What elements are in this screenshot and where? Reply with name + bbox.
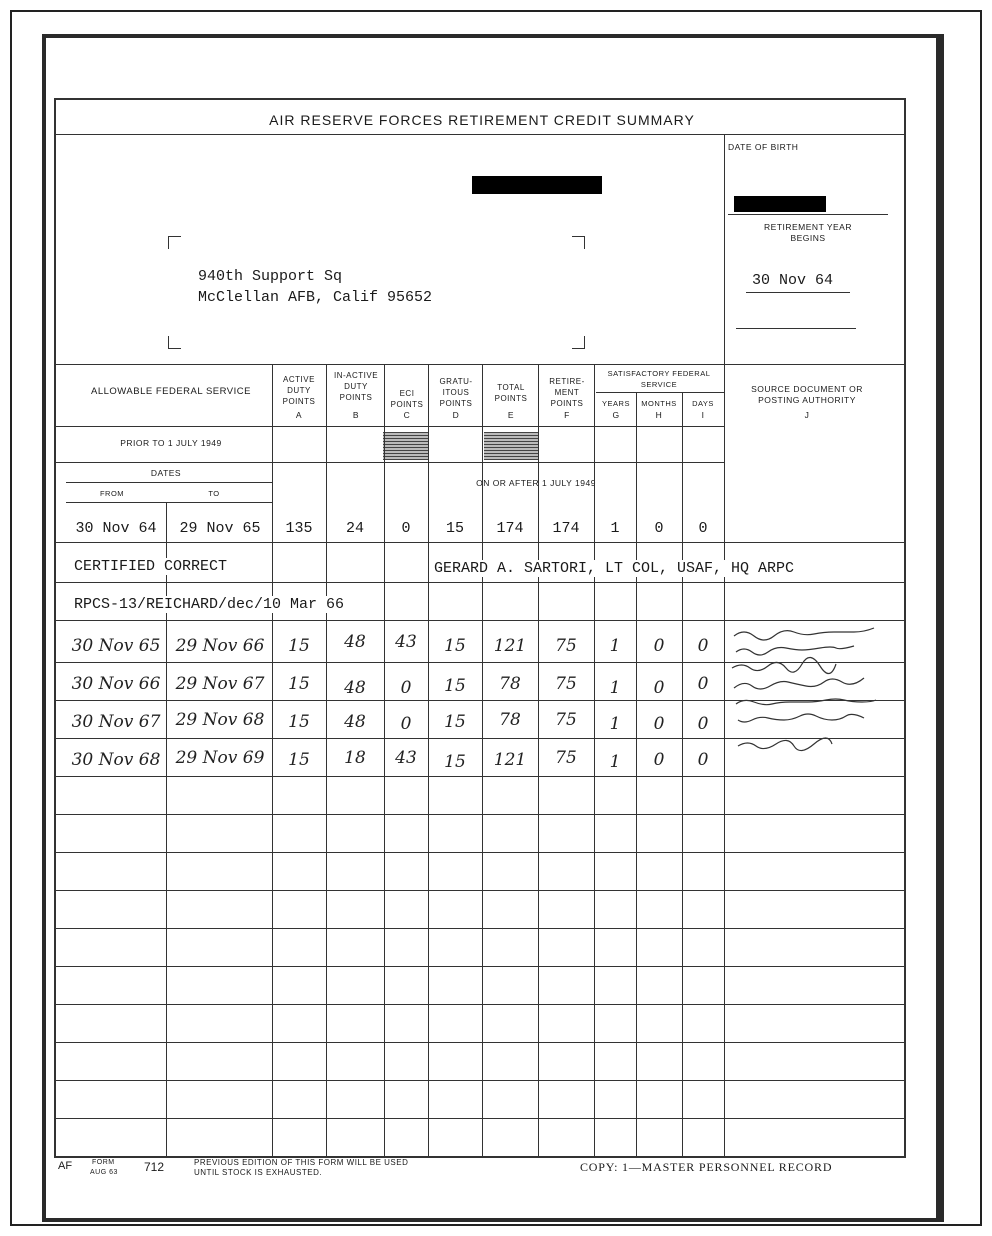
empty-row-rule-8 [56,1080,904,1081]
dob-rule [728,214,888,215]
typed-days: 0 [698,520,708,537]
col-a-letter: A [295,410,303,420]
credit-summary-form [54,98,906,1158]
footer-copy-designation: COPY: 1—MASTER PERSONNEL RECORD [580,1160,833,1174]
hw-row-3-to: 29 Nov 68 [175,710,265,730]
hw-row-4-to: 29 Nov 69 [175,748,265,768]
retirement-year-value: 30 Nov 64 [752,272,834,289]
eci-hatched-cell [383,432,429,460]
hw-row-3-g: 1 [609,714,621,734]
hw-row-1-f: 75 [555,636,577,656]
hw-row-2-f: 75 [555,674,577,694]
hw-row-4-f: 75 [555,748,577,768]
redacted-date-of-birth [734,196,826,212]
satisfactory-rule [596,392,724,393]
retirement-year-rule [746,292,850,293]
hw-row-3-c: 0 [400,714,412,734]
footer-form-label: FORM [92,1159,115,1166]
empty-row-rule-6 [56,1004,904,1005]
hw-row-3-i: 0 [697,714,709,734]
col-g-letter: G [612,410,620,420]
col-d-header: GRATU-ITOUS POINTS [439,377,473,408]
footer-form-number: 712 [144,1160,165,1174]
hw-row-3-f: 75 [555,710,577,730]
col-c-header: ECI POINTS [390,389,424,409]
typed-active-duty: 135 [285,520,313,537]
hw-row-3-h: 0 [653,714,665,734]
empty-row-rule-9 [56,1118,904,1119]
hw-row-2-a: 15 [288,674,310,694]
col-i-header: DAYS [692,399,714,408]
from-label: FROM [99,489,125,498]
dates-bottom-rule [66,502,272,503]
typed-eci: 0 [401,520,411,537]
col-g-header: YEARS [602,399,630,408]
footer-previous-edition: PREVIOUS EDITION OF THIS FORM WILL BE USED UNTIL STOCK IS EXHAUSTED. [194,1158,409,1177]
typed-from: 30 Nov 64 [75,520,157,537]
hw-row-4-d: 15 [444,752,466,772]
hw-row-2-i: 0 [697,674,709,694]
col-f-letter: F [564,410,570,420]
grid-v-source [724,364,725,1158]
hw-row-4-from: 30 Nov 68 [71,750,161,770]
col-b-header: IN-ACTIVE DUTY POINTS [333,371,379,402]
hw-row-2-from: 30 Nov 66 [71,674,161,694]
col-h-header: MONTHS [641,399,677,408]
certified-correct: CERTIFIED CORRECT [74,558,228,575]
col-b-letter: B [352,410,360,420]
col-c-letter: C [403,410,411,420]
hw-row-1-e: 121 [493,636,527,656]
to-label: TO [208,489,220,498]
hw-row-2-to: 29 Nov 67 [175,674,265,694]
empty-row-rule-4 [56,928,904,929]
typed-retirement: 174 [552,520,580,537]
address-bracket-tl [168,236,181,249]
date-of-birth-label: DATE OF BIRTH [728,142,799,152]
retirement-year-label: RETIREMENT YEAR BEGINS [764,222,852,243]
on-or-after-1949-label: ON OR AFTER 1 JULY 1949 [476,478,596,488]
typed-months: 0 [654,520,664,537]
typed-total: 174 [496,520,524,537]
dates-rule [66,482,272,483]
allowable-federal-service-header: ALLOWABLE FEDERAL SERVICE [91,386,251,397]
col-d-letter: D [452,410,460,420]
hw-row-1-i: 0 [697,636,709,656]
satisfactory-service-header: SATISFACTORY FEDERAL SERVICE [607,369,711,389]
title-rule [56,134,904,135]
typed-inactive-duty: 24 [345,520,364,537]
info-box-rule [736,328,856,329]
hw-row-3-b: 48 [344,712,366,732]
row-rule-2 [56,582,904,583]
typed-years: 1 [610,520,620,537]
address-bracket-bl [168,336,181,349]
row-rule-1 [56,542,904,543]
col-i-letter: I [701,410,705,420]
header-rule [56,426,724,427]
hw-row-1-h: 0 [653,636,665,656]
hw-row-1-to: 29 Nov 66 [175,636,265,656]
hw-row-4-e: 121 [493,750,527,770]
table-top-rule [56,364,904,365]
hw-row-1-b: 48 [344,632,366,652]
hw-row-1-c: 43 [395,632,417,652]
hw-row-1-a: 15 [288,636,310,656]
info-box-divider [724,134,725,364]
dates-label: DATES [150,468,182,478]
col-f-header: RETIRE-MENT POINTS [549,377,585,408]
hw-row-2-b: 48 [344,678,366,698]
hw-row-3-a: 15 [288,712,310,732]
hw-row-4-g: 1 [609,752,621,772]
hw-row-2-e: 78 [499,674,521,694]
col-e-header: TOTAL POINTS [494,383,528,403]
grid-v-i [682,392,683,1158]
empty-row-rule-5 [56,966,904,967]
hw-row-2-c: 0 [400,678,412,698]
total-hatched-cell [484,432,538,460]
prior-to-1949-label: PRIOR TO 1 JULY 1949 [120,438,222,448]
address-line-2: McClellan AFB, Calif 95652 [198,289,433,306]
hw-row-2-g: 1 [609,678,621,698]
empty-row-rule-7 [56,1042,904,1043]
hw-row-2-d: 15 [444,676,466,696]
empty-row-rule-1 [56,814,904,815]
col-h-letter: H [655,410,663,420]
hw-row-3-from: 30 Nov 67 [71,712,161,732]
empty-row-rule-2 [56,852,904,853]
hw-row-4-b: 18 [344,748,366,768]
hw-row-4-i: 0 [697,750,709,770]
hw-row-3-d: 15 [444,712,466,732]
address-bracket-tr [572,236,585,249]
hw-row-3-e: 78 [499,710,521,730]
redacted-name [472,176,602,194]
source-letter: J [804,410,810,420]
col-e-letter: E [507,410,515,420]
grid-v-h [636,392,637,1158]
footer-af: AF [58,1160,73,1172]
hw-row-1-g: 1 [609,636,621,656]
hw-row-2-h: 0 [653,678,665,698]
reference-line: RPCS-13/REICHARD/dec/10 Mar 66 [74,596,345,613]
col-a-header: ACTIVE DUTY POINTS [282,375,316,406]
hw-row-1-d: 15 [444,636,466,656]
address-bracket-br [572,336,585,349]
source-document-header: SOURCE DOCUMENT OR POSTING AUTHORITY [751,384,863,405]
hw-row-1-from: 30 Nov 65 [71,636,161,656]
address-line-1: 940th Support Sq [198,268,343,285]
empty-row-rule-3 [56,890,904,891]
row-rule-7 [56,776,904,777]
prior-row-rule [56,462,724,463]
illegible-source-notes [728,616,908,776]
hw-row-4-a: 15 [288,750,310,770]
hw-row-4-h: 0 [653,750,665,770]
hw-row-4-c: 43 [395,748,417,768]
form-title: AIR RESERVE FORCES RETIREMENT CREDIT SUMMARY [269,112,695,128]
table-bottom-rule [56,1156,904,1157]
typed-gratuitous: 15 [445,520,464,537]
certifying-officer: GERARD A. SARTORI, LT COL, USAF, HQ ARPC [434,560,795,577]
typed-to: 29 Nov 65 [179,520,261,537]
footer-form-date: AUG 63 [90,1169,118,1176]
